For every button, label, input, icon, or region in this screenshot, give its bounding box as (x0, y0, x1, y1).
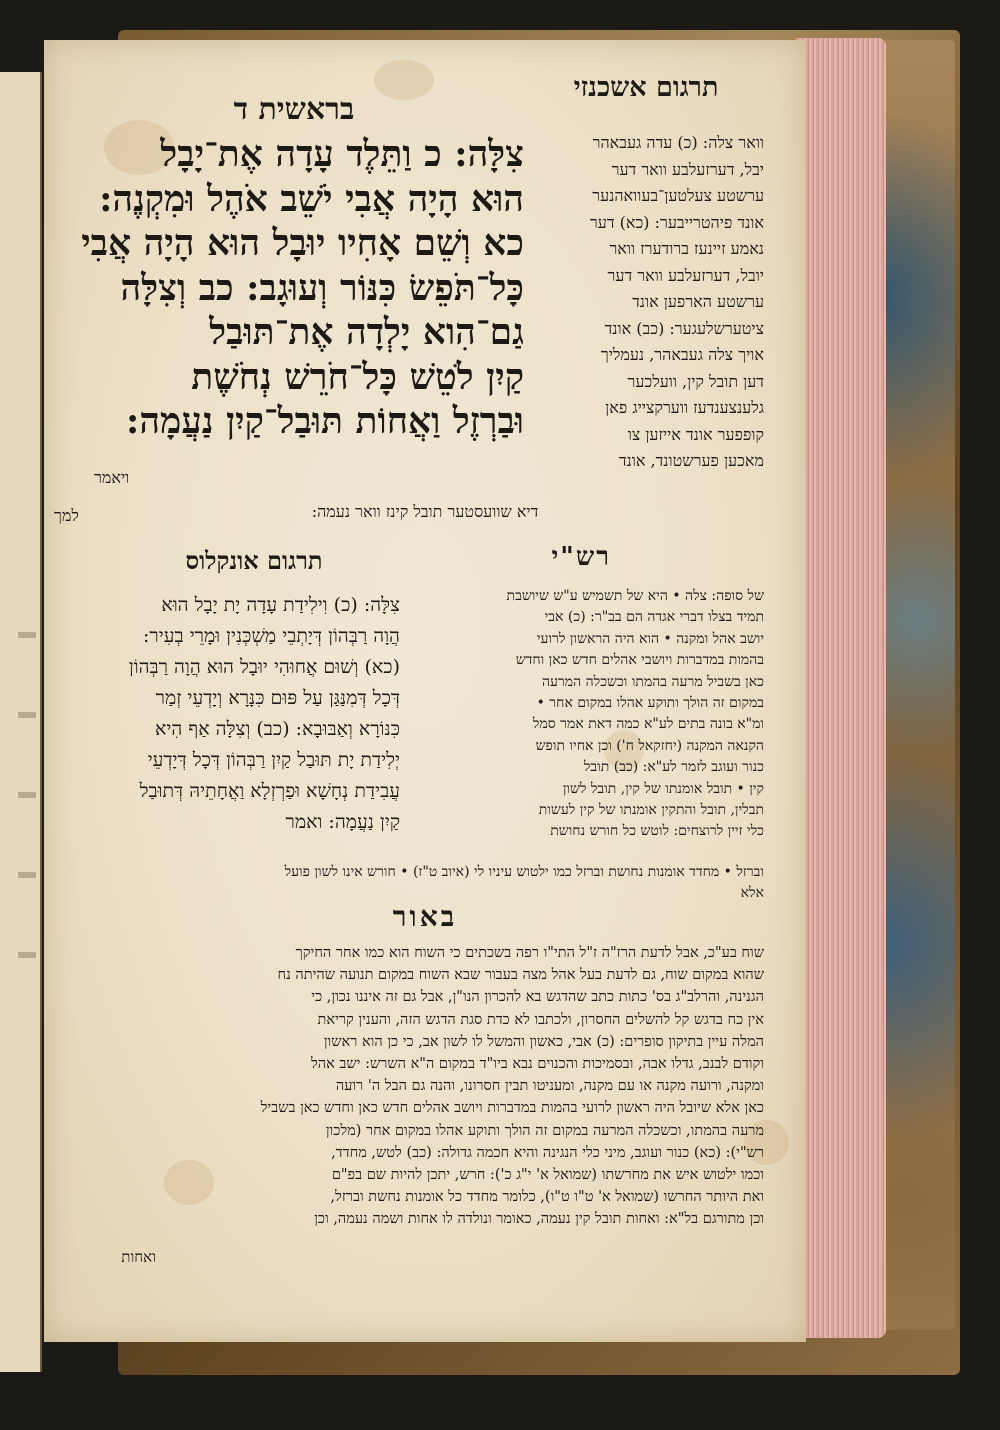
targum-ashkenazi-header: תרגום אשכנזי (573, 72, 719, 103)
yiddish-line: ערשטע הארפען אונד (632, 292, 764, 311)
verse-line: וּבַרְזֶל וַאֲחוֹת תּוּבַל־קַיִן נַעֲמָה: (126, 400, 524, 442)
biur-line: הגנינה, והרלב"ג בס' כתות כתב שהדגש בא להכרון הנו"ן, אבל גם זה איננו נכון, כי (311, 989, 764, 1006)
biur-line: מרעה בהמתו, וכשכלה המרעה במקום זה הולך ותוקע אהלו במקום אחר (מלכון (325, 1122, 764, 1139)
yiddish-line: ציטערשלעגער: (כב) אונד (604, 318, 764, 338)
yiddish-line: מאכען פערשטונד, אונד (618, 451, 764, 470)
yiddish-line: אויך צלה געבאהר, נעמליך (600, 345, 764, 364)
page-mark (18, 792, 36, 798)
yiddish-line: קופפער אונד אייזען צו (627, 424, 764, 444)
yiddish-bottom-line: דיא שוועסטער תובל קינז וואר נעמה: (311, 502, 539, 521)
catchword: ויאמר (94, 468, 130, 487)
onkelos-line: כִּנּוֹרָא וְאַבּוּבָא: (כב) וְצִלָּה אַף הִיא (155, 718, 400, 740)
rashi-line: תמיד בצלו דברי אגדה הם בב"ר: (כ) אבי (544, 609, 764, 626)
onkelos-line: קַיִן נַעֲמָה: ואמר (285, 811, 400, 833)
biur-header: באור (392, 900, 458, 933)
biur-line: שהוא במקום שוח, גם לדעת בעל אהל מצה בעבור שבא השוח במקום תנועה שהיתה נח (277, 967, 764, 984)
rashi-footer-line: אלא (740, 885, 764, 901)
onkelos-header: תרגום אונקלוס (185, 546, 323, 575)
verse-line: כָּל־תֹּפֵשׂ כִּנּוֹר וְעוּגָב: כב וְצִלָּה (120, 266, 524, 309)
biur-line: רש"י): (כא) כנור ועוגב, מיני כלי הנגינה והיא חכמה גדולה: (כב) לטש, מחדד, (331, 1144, 764, 1161)
rashi-line: יושב אהל ומקנה • הוא היה הראשון לרועי (536, 630, 764, 647)
verse-line: קַיִן לֹטֵשׁ כָּל־חֹרֵשׁ נְחֹשֶׁת (191, 355, 524, 398)
left-page-edge (0, 72, 42, 1372)
onkelos-translation (64, 590, 400, 838)
rashi-line: קין • תובל אומנתו של קין, תובל לשון (562, 780, 764, 797)
rashi-line: תבלין, תובל והתקין אומנתו של קין לעשות (538, 802, 764, 819)
onkelos-line: דְּכָל דְּמִנַּגַּן עַל פּוּם כִּנָּרָא וְיָדְעֵי זְמַר (155, 687, 400, 709)
rashi-line: ומ"א בונה בתים לע"א כמה דאת אמר סמל (532, 716, 764, 733)
yiddish-line: וואר צלה: (כ) עדה געבאהר (592, 133, 764, 152)
biur-line: אין כח בדגש קל להשלים החסרון, ולכתבו לא כדת סגת הדגש הזה, והענין קריאת (317, 1011, 764, 1028)
page-mark (18, 952, 36, 958)
yiddish-translation-column (526, 130, 764, 475)
biur-line: המלה עיין בתיקון סופרים: (כ) אבי, כאשון והמשל לו לשון אב, כי כן הוא ראשון (323, 1033, 764, 1050)
biur-line: ואת היותר החרשו (שמואל א' ט"ו ט"ו), כלומר מחדד כל אומנות נחשת וברזל, (330, 1189, 764, 1206)
yiddish-line: יובל, דערזעלבע וואר דער (607, 265, 764, 285)
onkelos-line: (כא) וְשׁוּם אֲחוּהִי יוּבָל הוּא הֲוָה רַבְּהוֹן (128, 656, 400, 678)
torah-verse-text (54, 132, 524, 444)
rashi-line: כאן בשביל מרעה בהמתו וכשכלה המרעה (541, 673, 764, 690)
onkelos-line: צִלָּה: (כ) וִילִידַת עָדָה יָת יָבָל הוּא (161, 594, 400, 616)
yiddish-line: דען תובל קין, וועלכער (627, 371, 764, 391)
biur-commentary (66, 942, 764, 1231)
biur-line: כאן אלא שיובל היה ראשון לרועי בהמות במדברות ויושב אהלים חדש כאן וחדש כאן בשביל (260, 1100, 764, 1117)
verse-line: כא וְשֵׁם אָחִיו יוּבָל הוּא הָיָה אֲבִי (81, 222, 524, 264)
page-mark (18, 632, 36, 638)
rashi-header: רש"י (551, 542, 611, 572)
yiddish-line: גלענצענדעז ווערקצייג פאן (605, 398, 764, 417)
yiddish-line: אונד פיהטרייבער: (כא) דער (589, 212, 764, 232)
rashi-footer (84, 862, 764, 904)
rashi-line: בהמות במדברות ויושבי אהלים חדש כאן וחדש (515, 652, 764, 669)
verse-line: גַם־הִוא יָלְדָה אֶת־תּוּבַל (209, 311, 524, 353)
book-page (44, 40, 806, 1342)
biur-line: שוח בע"כ, אבל לדעת הרז"ה ז"ל התי"ו רפה בשכתים כי השוח הוא כמו אחר החיקך (295, 945, 764, 961)
rashi-line: כנור ועוגב לזמר לע"א: (כב) תובל (583, 759, 764, 776)
verse-line: הוּא הָיָה אֲבִי יֹשֵׁב אֹהֶל וּמִקְנֶה: (99, 177, 524, 220)
rashi-commentary (406, 586, 764, 843)
book-chapter-header: בראשית ד (233, 92, 355, 127)
yiddish-line: ערשטע צעלטען־בעוואהנער (592, 186, 764, 205)
yiddish-line: יבל, דערזעלבע וואר דער (611, 159, 764, 179)
rashi-line: הקנאה המקנה (יחזקאל ח') וכן אחיו תופש (535, 737, 764, 754)
page-stack-edge (796, 38, 886, 1338)
page-mark (18, 872, 36, 878)
biur-line: וכמו ילטוש איש את מחרשתו (שמואל א' י"ג כ'): חרש, יתכן להיות שם בפ"ם (331, 1167, 764, 1184)
rashi-footer-line: וברזל • מחדד אומנות נחושת וברזל כמו ילטוש עיניו לי (איוב ט"ז) • חורש אינו לשון פועל (284, 864, 764, 880)
catchword: ואחות (121, 1248, 156, 1266)
onkelos-line: עֲבִידַת נְחָשָׁא וּפַרְזְלָא וַאֲחָתֵיהּ דְּתוּבַל (139, 780, 400, 802)
onkelos-line: הֲוָה רַבְּהוֹן דְּיָתְבֵי מַשְׁכְּנִין וּמָרֵי בְעִיר: (143, 625, 400, 647)
biur-line: וקודם לבנב, גדלו אבה, ובסמיכות והכנוים נבא ביו"ד במקום ה"א השרש: ישב אהל (310, 1056, 764, 1073)
rashi-line: של סופה: צלה • היא של תשמיש ע"ש שיושבת (506, 588, 764, 604)
catchword: למך (54, 506, 79, 525)
rashi-line: במקום זה הולך ותוקע אהלו במקום אחר • (536, 695, 764, 712)
yiddish-line: נאמע זיינעז ברודערז וואר (609, 239, 764, 258)
biur-line: וכן מתורגם בל"א: ואחות תובל קין נעמה, כאומר ונולדה לו אחות ושמה נעמה, וכן (314, 1211, 764, 1228)
page-mark (18, 712, 36, 718)
onkelos-line: יְלִידַת יָת תּוּבַל קַיִן רַבְּהוֹן דְּכָל דְּיָדְעֵי (147, 749, 400, 771)
rashi-line: כלי זיין לרוצחים: לוטש כל חורש נחושת (550, 823, 764, 840)
verse-line: צִלָּה: כ וַתֵּלֶד עָדָה אֶת־יָבָל (160, 133, 524, 175)
biur-line: ומקנה, ורועה מקנה או עם מקנה, ומעניטו תבין חסרונו, והנה גם הבל ה' רועה (335, 1078, 764, 1095)
